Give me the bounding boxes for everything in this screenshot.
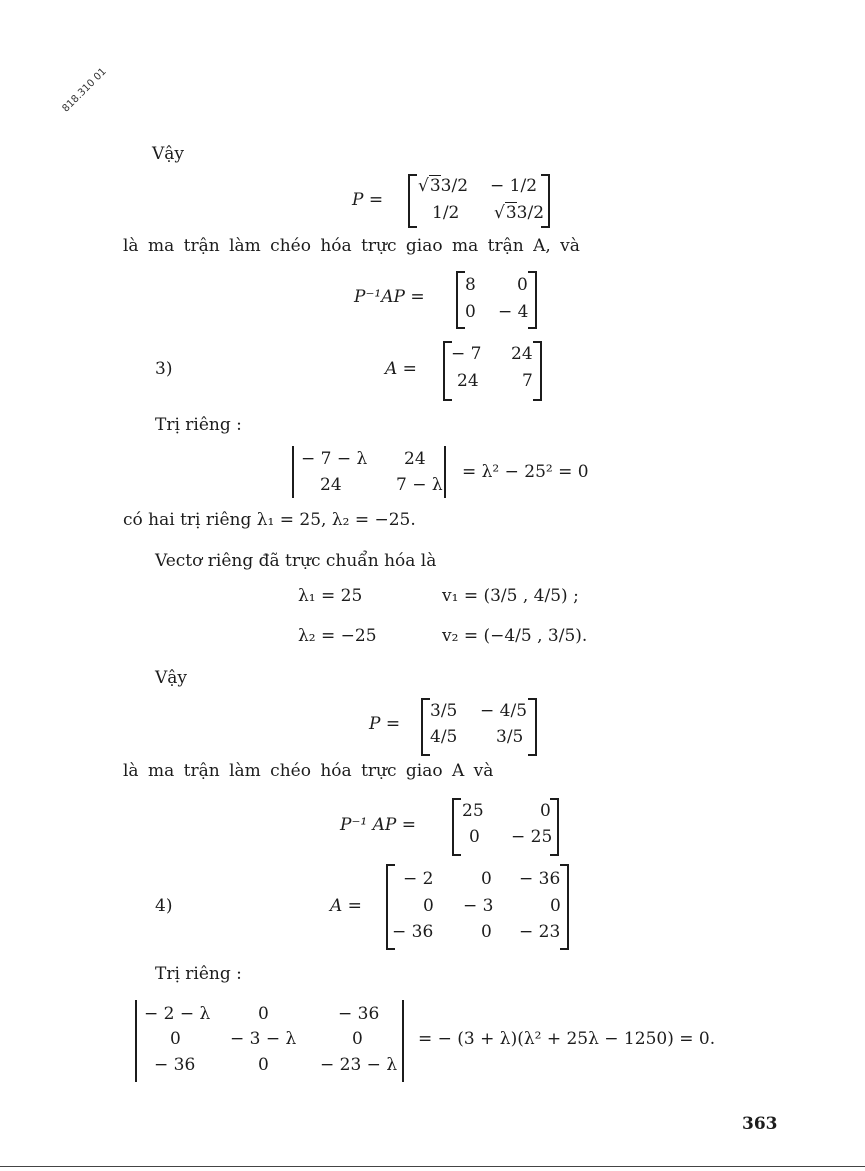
det4-r3c2: 0 [258,1055,269,1075]
det4-r3c1: − 36 [154,1055,196,1075]
det4-r3c3: − 23 − λ [320,1055,398,1075]
p1-r1c1: √33/2 [418,176,469,196]
a3-r1c2: 24 [511,344,533,364]
a3-r2c1: 24 [457,371,479,391]
text-line-1: là ma trận làm chéo hóa trực giao ma trận A, và [123,236,580,256]
bottom-rule [0,1166,865,1167]
p2-bracket-right [528,698,537,756]
eigvec-2: v₂ = (−4/5 , 3/5). [442,626,588,646]
det3-r1c1: − 7 − λ [301,449,368,469]
a4-r1c3: − 36 [519,869,561,889]
a3-bracket-right [533,341,542,401]
diag2-r1c1: 25 [462,801,484,821]
stamp-text: 818.310 01 [60,66,109,115]
det4-r2c1: 0 [170,1029,181,1049]
p1-r2c2: √33/2 [494,203,545,223]
diag1-r2c2: − 4 [498,302,529,322]
det4-r1c2: 0 [258,1004,269,1024]
diag2-r2c1: 0 [469,827,480,847]
a3-r1c1: − 7 [451,344,482,364]
det3-bar-right [444,446,446,498]
p1-r2c1: 1/2 [432,203,460,223]
p1-bracket-right [541,174,550,228]
diag2-r1c2: 0 [540,801,551,821]
eigval-2: λ₂ = −25 [298,626,377,646]
a4-r2c1: 0 [423,896,434,916]
det4-rhs: = − (3 + λ)(λ² + 25λ − 1250) = 0. [418,1029,716,1049]
p2-bracket-left [421,698,430,756]
eigen-heading-2: Trị riêng : [155,964,242,984]
a4-r2c2: − 3 [463,896,494,916]
diag1-lhs: P⁻¹AP = [354,287,425,307]
page-number: 363 [742,1114,778,1134]
p2-r2c2: 3/5 [496,727,524,747]
diag2-bracket-left [452,798,461,856]
det3-r2c2: 7 − λ [396,475,443,495]
det3-r2c1: 24 [320,475,342,495]
diag1-r1c1: 8 [465,275,476,295]
det3-rhs: = λ² − 25² = 0 [462,462,589,482]
diag1-bracket-left [456,271,465,329]
a4-bracket-right [560,864,569,950]
p2-r2c1: 4/5 [430,727,458,747]
diag1-r1c2: 0 [517,275,528,295]
a4-lhs: A = [330,896,362,916]
p2-r1c2: − 4/5 [480,701,528,721]
eigen-heading-1: Trị riêng : [155,415,242,435]
p2-lhs: P = [369,714,401,734]
diag2-r2c2: − 25 [511,827,553,847]
a4-r3c2: 0 [481,922,492,942]
p1-bracket-left [408,174,417,228]
det4-r2c3: 0 [352,1029,363,1049]
a4-r1c1: − 2 [403,869,434,889]
item-3: 3) [155,359,173,379]
det4-r2c2: − 3 − λ [230,1029,297,1049]
p1-lhs: P = [352,190,384,210]
diag1-r2c1: 0 [465,302,476,322]
det4-bar-right [402,1000,404,1082]
p2-r1c1: 3/5 [430,701,458,721]
diag2-lhs: P⁻¹ AP = [340,815,416,835]
det3-r1c2: 24 [404,449,426,469]
text-line-4: là ma trận làm chéo hóa trực giao A và [123,761,494,781]
library-stamp [38,46,109,115]
vay-1: Vậy [152,144,185,164]
text-line-3: Vectơ riêng đã trực chuẩn hóa là [155,551,437,571]
eigval-1: λ₁ = 25 [298,586,363,606]
a3-lhs: A = [385,359,417,379]
det3-bar-left [292,446,294,498]
a4-r2c3: 0 [550,896,561,916]
p1-r1c2: − 1/2 [490,176,538,196]
det4-r1c3: − 36 [338,1004,380,1024]
vay-2: Vậy [155,668,188,688]
diag1-bracket-right [528,271,537,329]
a4-r1c2: 0 [481,869,492,889]
eigvec-1: v₁ = (3/5 , 4/5) ; [442,586,579,606]
a3-r2c2: 7 [522,371,533,391]
det4-r1c1: − 2 − λ [144,1004,211,1024]
text-line-2: có hai trị riêng λ₁ = 25, λ₂ = −25. [123,510,416,530]
a4-r3c3: − 23 [519,922,561,942]
diag2-bracket-right [550,798,559,856]
a4-r3c1: − 36 [392,922,434,942]
det4-bar-left [135,1000,137,1082]
item-4: 4) [155,896,173,916]
